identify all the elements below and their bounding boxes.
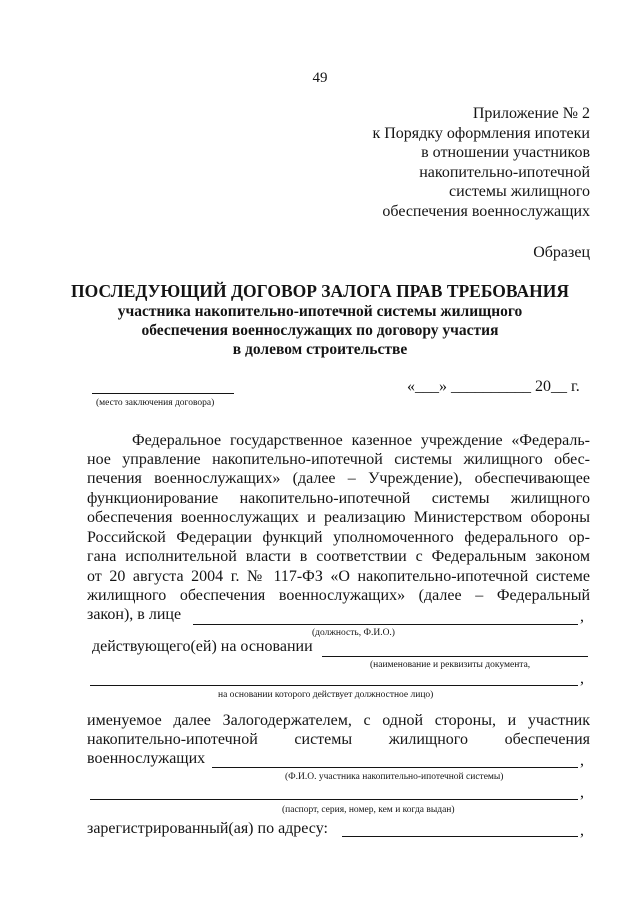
appendix-line: Приложение № 2 [472, 105, 590, 122]
appendix-block [300, 104, 590, 221]
body-line: функционирование накопительно-ипотечной системы жилищного [87, 490, 590, 507]
authority-caption: на основании которого действует должностное лицо) [218, 690, 434, 700]
document-caption: (наименование и реквизиты документа, [370, 660, 531, 670]
body-line: обеспечения военнослужащих и реализацию Министерством обороны [87, 509, 590, 526]
document-subtitle-line: участника накопительно-ипотечной системы жилищного [117, 303, 523, 320]
registered-address-field[interactable] [342, 836, 578, 837]
passport-caption: (паспорт, серия, номер, кем и когда выдан) [282, 805, 455, 815]
pledgee-text-line: накопительно-ипотечной системы жилищного обеспечения [87, 731, 590, 748]
body-line: печения военнослужащих» (далее – Учреждение), обеспечивающее [87, 470, 590, 487]
servicemen-label: военнослужащих [87, 750, 206, 767]
appendix-line: накопительно-ипотечной [419, 163, 590, 181]
comma: , [580, 752, 584, 769]
body-line: жилищного обеспечения военнослужащих» (далее – Федеральный [87, 587, 590, 604]
comma: , [580, 784, 584, 801]
body-line: ное управление накопительно-ипотечной системы жилищного обес- [87, 451, 590, 468]
basis-document-continuation-field[interactable] [90, 685, 578, 686]
appendix-line: системы жилищного [449, 183, 590, 200]
registered-address-label: зарегистрированный(ая) по адресу: [87, 820, 328, 837]
pledgee-text-line: именуемое далее Залогодержателем, с одной стороны, и участник [87, 712, 590, 729]
participant-name-field[interactable] [212, 767, 578, 768]
comma: , [580, 670, 584, 687]
document-subtitle-line: в долевом строительстве [232, 341, 408, 358]
position-caption: (должность, Ф.И.О.) [312, 628, 395, 638]
document-subtitle-line: обеспечения военнослужащих по договору участия [141, 322, 499, 339]
body-line: от 20 августа 2004 г. № 117-ФЗ «О накопительно-ипотечной системе [87, 568, 590, 585]
appendix-line: в отношении участников [421, 144, 590, 161]
document-title: ПОСЛЕДУЮЩИЙ ДОГОВОР ЗАЛОГА ПРАВ ТРЕБОВАНИЯ [71, 281, 569, 301]
body-line: Российской Федерации функций уполномоченного федерального ор- [87, 529, 590, 546]
place-caption: (место заключения договора) [96, 398, 215, 408]
body-line: Федеральное государственное казенное учреждение «Федераль- [132, 432, 590, 449]
appendix-line: обеспечения военнослужащих [382, 202, 590, 220]
in-person-label: закон), в лице [87, 606, 182, 623]
passport-field[interactable] [90, 799, 578, 800]
acting-basis-label: действующего(ей) на основании [92, 638, 313, 655]
appendix-line: к Порядку оформления ипотеки [372, 124, 590, 142]
participant-caption: (Ф.И.О. участника накопительно-ипотечной системы) [285, 772, 504, 782]
position-name-field[interactable] [193, 624, 578, 625]
date-field[interactable]: «___» __________ 20__ г. [407, 378, 580, 395]
comma: , [580, 822, 584, 839]
basis-document-field[interactable] [322, 656, 588, 657]
body-line: гана исполнительной власти в соответствии с Федеральным законом [87, 548, 590, 565]
comma: , [580, 608, 584, 625]
page-number: 49 [312, 70, 328, 86]
place-field[interactable] [92, 393, 234, 394]
sample-label: Образец [533, 244, 590, 261]
